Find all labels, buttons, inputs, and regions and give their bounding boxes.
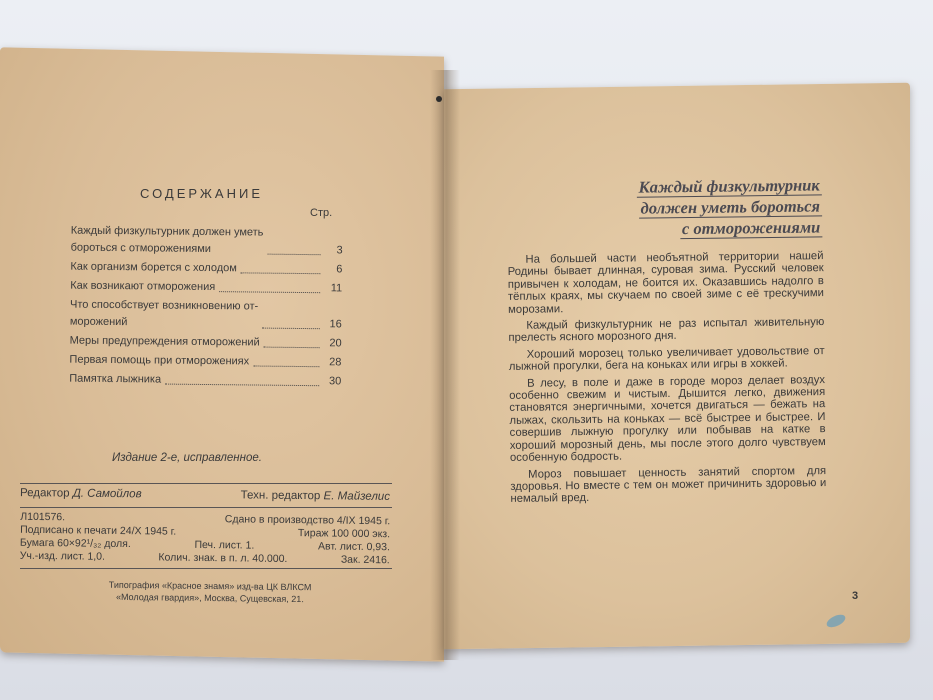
toc-item-title: Как организм борется с холодом [70,260,237,275]
heading-line: с отморожениями [680,217,823,239]
toc-leader-dots [267,254,320,256]
toc-item-page: 6 [336,263,343,276]
editor-name: Д. Самойлов [72,487,142,501]
divider [20,568,392,569]
toc-item-title: Что способствует возникновению от- морожений [69,298,259,329]
table-of-contents [69,223,343,393]
editor [20,487,142,500]
toc-item [70,259,342,279]
colophon-cell: Колич. знак. в п. л. 40.000. [158,551,288,566]
toc-title: СОДЕРЖАНИЕ [140,186,264,201]
heading-line: должен уметь бороться [638,196,822,218]
divider [20,483,392,484]
colophon-cell: Уч.-изд. лист. 1,0. [19,549,106,563]
paragraph: Хороший морозец только увеличивает удовольствие от лыжной прогулки, бега на коньках или игры в хоккей. [508,344,825,374]
edition-note: Издание 2-е, исправленное. [112,452,262,464]
divider [20,507,392,508]
colophon-cell: Бумага 60×92¹/₃₂ доля. [19,536,131,551]
tech-editor-name: Е. Майзелис [323,490,391,503]
toc-leader-dots [165,384,319,387]
toc-leader-dots [219,291,320,293]
staple [436,96,442,102]
toc-item [70,278,342,298]
chapter-body [507,250,826,510]
colophon-cell: Зак. 2416. [340,553,390,567]
toc-item-page: 3 [336,244,343,257]
chapter-heading [566,174,823,240]
printer-line: «Молодая гвардия», Москва, Сущевская, 21. [115,591,304,605]
toc-item [71,223,343,260]
paragraph: На большей части необъятной территории нашей Родины бывает длинная, суровая зима. Русский человек привычен к холодам, не боится их. Оказавшись надолго в тёплых краях, мы скучаем по своей зиме с её трескучими морозами. [507,250,825,316]
paragraph: В лесу, в поле и даже в городе мороз делает воздух особенно свежим и чистым. Дышится легко, движения становятся энергичными, хочется двигаться — бежать на лыжах, скользить на коньках — всё быстрее и быстрее. И совершив лыжную прогулку или побывав на катке в хороший морозный день, мы после этого долго чувствуем особенную бодрость. [509,373,826,465]
toc-item-title: Меры предупреждения отморожений [69,334,260,349]
page-number: 3 [852,590,859,602]
colophon-cell: Печ. лист. 1. [194,538,255,552]
tech-editor [241,489,391,503]
toc-item-title: Как возникают отморожения [70,279,216,294]
tech-editor-label: Техн. редактор [240,489,321,503]
toc-item-title: Первая помощь при отморожениях [69,353,250,368]
toc-item-page: 20 [329,337,342,350]
toc-item [69,352,341,372]
toc-page-column-label: Стр. [310,207,333,219]
colophon-cell: Л101576. [20,510,66,524]
colophon-cell: Подписано к печати 24/X 1945 г. [20,523,177,538]
toc-leader-dots [241,272,321,274]
printer-line: Типография «Красное знамя» изд-ва ЦК ВЛКСМ [108,579,312,593]
colophon [20,511,391,568]
colophon-cell: Авт. лист. 0,93. [317,540,390,554]
toc-leader-dots [253,365,319,367]
heading-line: Каждый физкультурник [636,175,821,197]
toc-leader-dots [264,347,320,349]
paragraph: Каждый физкультурник не раз испытал живительную прелесть ясного морозного дня. [508,316,825,345]
toc-item-page: 11 [330,282,343,295]
toc-item [69,371,341,391]
colophon-cell: Сдано в производство 4/IX 1945 г. [224,513,391,528]
toc-item-title: Памятка лыжника [69,372,162,386]
toc-item-page: 16 [329,318,342,331]
colophon-cell: Тираж 100 000 экз. [297,527,391,541]
editor-label: Редактор [19,487,70,500]
toc-item [70,333,342,353]
toc-item [70,297,342,334]
printer-imprint [60,578,360,606]
toc-leader-dots [262,328,320,330]
book-gutter [430,70,460,660]
toc-item-page: 28 [329,356,342,369]
toc-item-title: Каждый физкультурник должен уметь бороться с отморожениями [70,224,264,256]
paragraph: Мороз повышает ценность занятий спортом для здоровья. Но вместе с тем он может причинить здоровью и немалый вред. [510,464,827,506]
toc-item-page: 30 [328,375,342,388]
